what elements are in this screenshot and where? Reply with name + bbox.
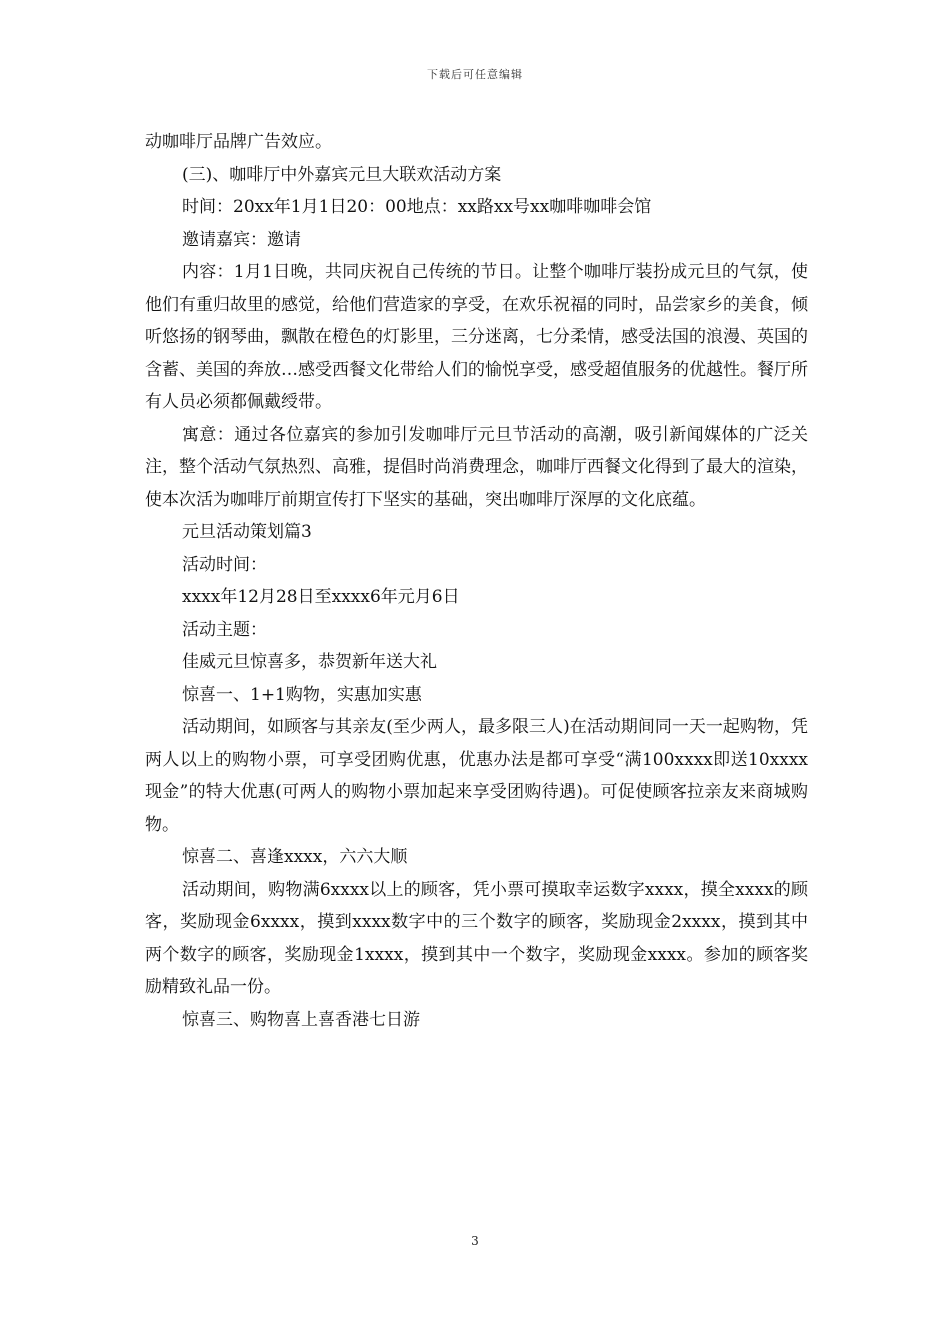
event-meaning-paragraph: 寓意：通过各位嘉宾的参加引发咖啡厅元旦节活动的高潮，吸引新闻媒体的广泛关注，整个活动气氛热烈、高雅，提倡时尚消费理念，咖啡厅西餐文化得到了最大的渲染，使本次活为咖啡厅前期宣传打下坚实的基础，突出咖啡厅深厚的文化底蕴。 (145, 424, 808, 510)
activity-time-value: xxxx年12月28日至xxxx6年元月6日 (182, 587, 460, 607)
activity-time-label: 活动时间： (182, 554, 267, 575)
surprise-two-paragraph: 活动期间，购物满6xxxx以上的顾客，凭小票可摸取幸运数字xxxx，摸全xxxx的顾客，奖励现金6xxxx，摸到xxxx数字中的三个数字的顾客，奖励现金2xxxx，摸到其中两个数字的顾客，奖励现金1xxxx，摸到其中一个数字，奖励现金xxxx。参加的顾客奖励精致礼品一份。 (145, 879, 808, 997)
section-heading-coffee-party: (三)、咖啡厅中外嘉宾元旦大联欢活动方案 (182, 164, 502, 185)
event-time-location: 时间：20xx年1月1日20：00地点：xx路xx号xx咖啡咖啡会馆 (182, 197, 652, 217)
surprise-two-heading: 惊喜二、喜逢xxxx，六六大顺 (182, 847, 408, 867)
page-header-note: 下载后可任意编辑 (427, 68, 523, 81)
surprise-one-paragraph: 活动期间，如顾客与其亲友(至少两人，最多限三人)在活动期间同一天一起购物，凭两人以上的购物小票，可享受团购优惠，优惠办法是都可享受“满100xxxx即送10xxxx现金”的特大优惠(可两人的购物小票加起来享受团购待遇)。可促使顾客拉亲友来商城购物。 (145, 717, 808, 835)
activity-theme-value: 佳威元旦惊喜多，恭贺新年送大礼 (182, 652, 437, 672)
invited-guests: 邀请嘉宾：邀请 (182, 229, 301, 250)
section-title-plan-3: 元旦活动策划篇3 (182, 522, 312, 542)
document-body (145, 126, 808, 1036)
surprise-three-heading: 惊喜三、购物喜上喜香港七日游 (182, 1009, 420, 1030)
activity-theme-label: 活动主题： (182, 619, 267, 640)
surprise-one-heading: 惊喜一、1+1购物，实惠加实惠 (182, 684, 422, 705)
event-content-paragraph: 内容：1月1日晚，共同庆祝自己传统的节日。让整个咖啡厅装扮成元旦的气氛，使他们有重归故里的感觉，给他们营造家的享受，在欢乐祝福的同时，品尝家乡的美食，倾听悠扬的钢琴曲，飘散在橙色的灯影里，三分迷离，七分柔情，感受法国的浪漫、英国的含蓄、美国的奔放…感受西餐文化带给人们的愉悦享受，感受超值服务的优越性。餐厅所有人员必须都佩戴绶带。 (145, 262, 808, 412)
page-number: 3 (471, 1234, 479, 1248)
paragraph-continuation: 动咖啡厅品牌广告效应。 (145, 132, 332, 152)
